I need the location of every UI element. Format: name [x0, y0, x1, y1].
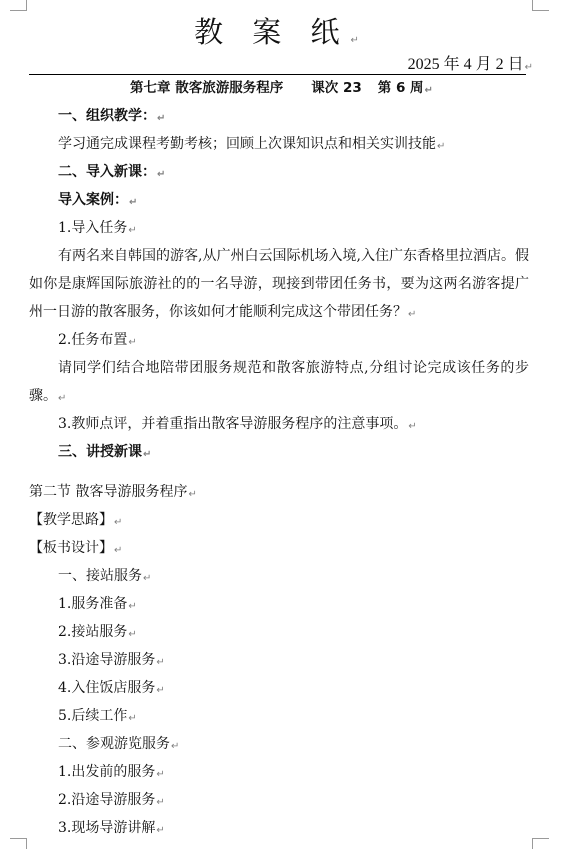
list-item: 3.现场导游讲解↵	[58, 820, 165, 836]
list-item: 1.服务准备↵	[58, 596, 137, 612]
task2-title: 2.任务布置↵	[58, 332, 137, 348]
session-number: 课次 23	[311, 80, 362, 96]
section-new-lesson-title: 三、讲授新课↵	[58, 444, 152, 460]
list-item: 2.接站服务↵	[58, 624, 137, 640]
task3-text: 3.教师点评，并着重指出散客导游服务程序的注意事项。↵	[58, 416, 417, 432]
week-number: 第 6 周	[377, 80, 424, 96]
paragraph-mark-icon: ↵	[188, 489, 197, 500]
document-date: 2025 年 4 月 2 日↵	[407, 56, 533, 73]
list-item: 5.后续工作↵	[58, 708, 137, 724]
header-rule	[29, 74, 526, 75]
paragraph-mark-icon: ↵	[350, 35, 369, 46]
paragraph-mark-icon: ↵	[156, 657, 165, 668]
task1-title: 1.导入任务↵	[58, 220, 137, 236]
paragraph-mark-icon: ↵	[128, 629, 137, 640]
intro-case-title: 导入案例：↵	[58, 192, 138, 208]
document-title: 教 案 纸↵	[194, 15, 369, 49]
list-item: 4.入住饭店服务↵	[58, 680, 165, 696]
paragraph-mark-icon: ↵	[114, 545, 123, 556]
paragraph-mark-icon: ↵	[143, 449, 152, 460]
chapter-title: 第七章 散客旅游服务程序	[130, 80, 284, 96]
paragraph-mark-icon: ↵	[157, 169, 166, 180]
paragraph-mark-icon: ↵	[128, 601, 137, 612]
paragraph-mark-icon: ↵	[129, 197, 138, 208]
paragraph-mark-icon: ↵	[157, 113, 166, 124]
paragraph-mark-icon: ↵	[156, 797, 165, 808]
paragraph-mark-icon: ↵	[156, 769, 165, 780]
board-design-label: 【板书设计】↵	[29, 540, 123, 556]
task1-body: 有两名来自韩国的游客,从广州白云国际机场入境,入住广东香格里拉酒店。假如你是康辉国际旅游社的的一名导游，现接到带团任务书，要为这两名游客提广州一日游的散客服务，你该如何才能顺利完成这个带团任务？↵	[29, 248, 529, 320]
paragraph-mark-icon: ↵	[128, 337, 137, 348]
task2-body: 请同学们结合地陪带团服务规范和散客旅游特点,分组讨论完成该任务的步骤。↵	[29, 360, 529, 404]
crop-mark-bottom-right	[532, 838, 549, 849]
paragraph-mark-icon: ↵	[156, 825, 165, 836]
outline-section-title: 第二节 散客导游服务程序↵	[29, 484, 197, 500]
section-organize-title: 一、组织教学：↵	[58, 108, 166, 124]
part2-title: 二、参观游览服务↵	[58, 736, 180, 752]
list-item: 3.沿途导游服务↵	[58, 652, 165, 668]
paragraph-mark-icon: ↵	[424, 85, 433, 96]
paragraph-mark-icon: ↵	[408, 421, 417, 432]
paragraph-mark-icon: ↵	[128, 713, 137, 724]
paragraph-mark-icon: ↵	[128, 225, 137, 236]
section-intro-title: 二、导入新课：↵	[58, 164, 166, 180]
paragraph-mark-icon: ↵	[524, 62, 533, 73]
paragraph-mark-icon: ↵	[156, 685, 165, 696]
crop-mark-bottom-left	[10, 838, 27, 849]
part1-title: 一、接站服务↵	[58, 568, 152, 584]
lesson-heading	[0, 79, 563, 100]
section-organize-body: 学习通完成课程考勤考核；回顾上次课知识点和相关实训技能↵	[58, 136, 446, 152]
paragraph-mark-icon: ↵	[408, 309, 417, 320]
paragraph-mark-icon: ↵	[143, 573, 152, 584]
list-item: 2.沿途导游服务↵	[58, 792, 165, 808]
list-item: 1.出发前的服务↵	[58, 764, 165, 780]
paragraph-mark-icon: ↵	[114, 517, 123, 528]
paragraph-mark-icon: ↵	[437, 141, 446, 152]
teaching-idea-label: 【教学思路】↵	[29, 512, 123, 528]
paragraph-mark-icon: ↵	[171, 741, 180, 752]
paragraph-mark-icon: ↵	[58, 393, 67, 404]
